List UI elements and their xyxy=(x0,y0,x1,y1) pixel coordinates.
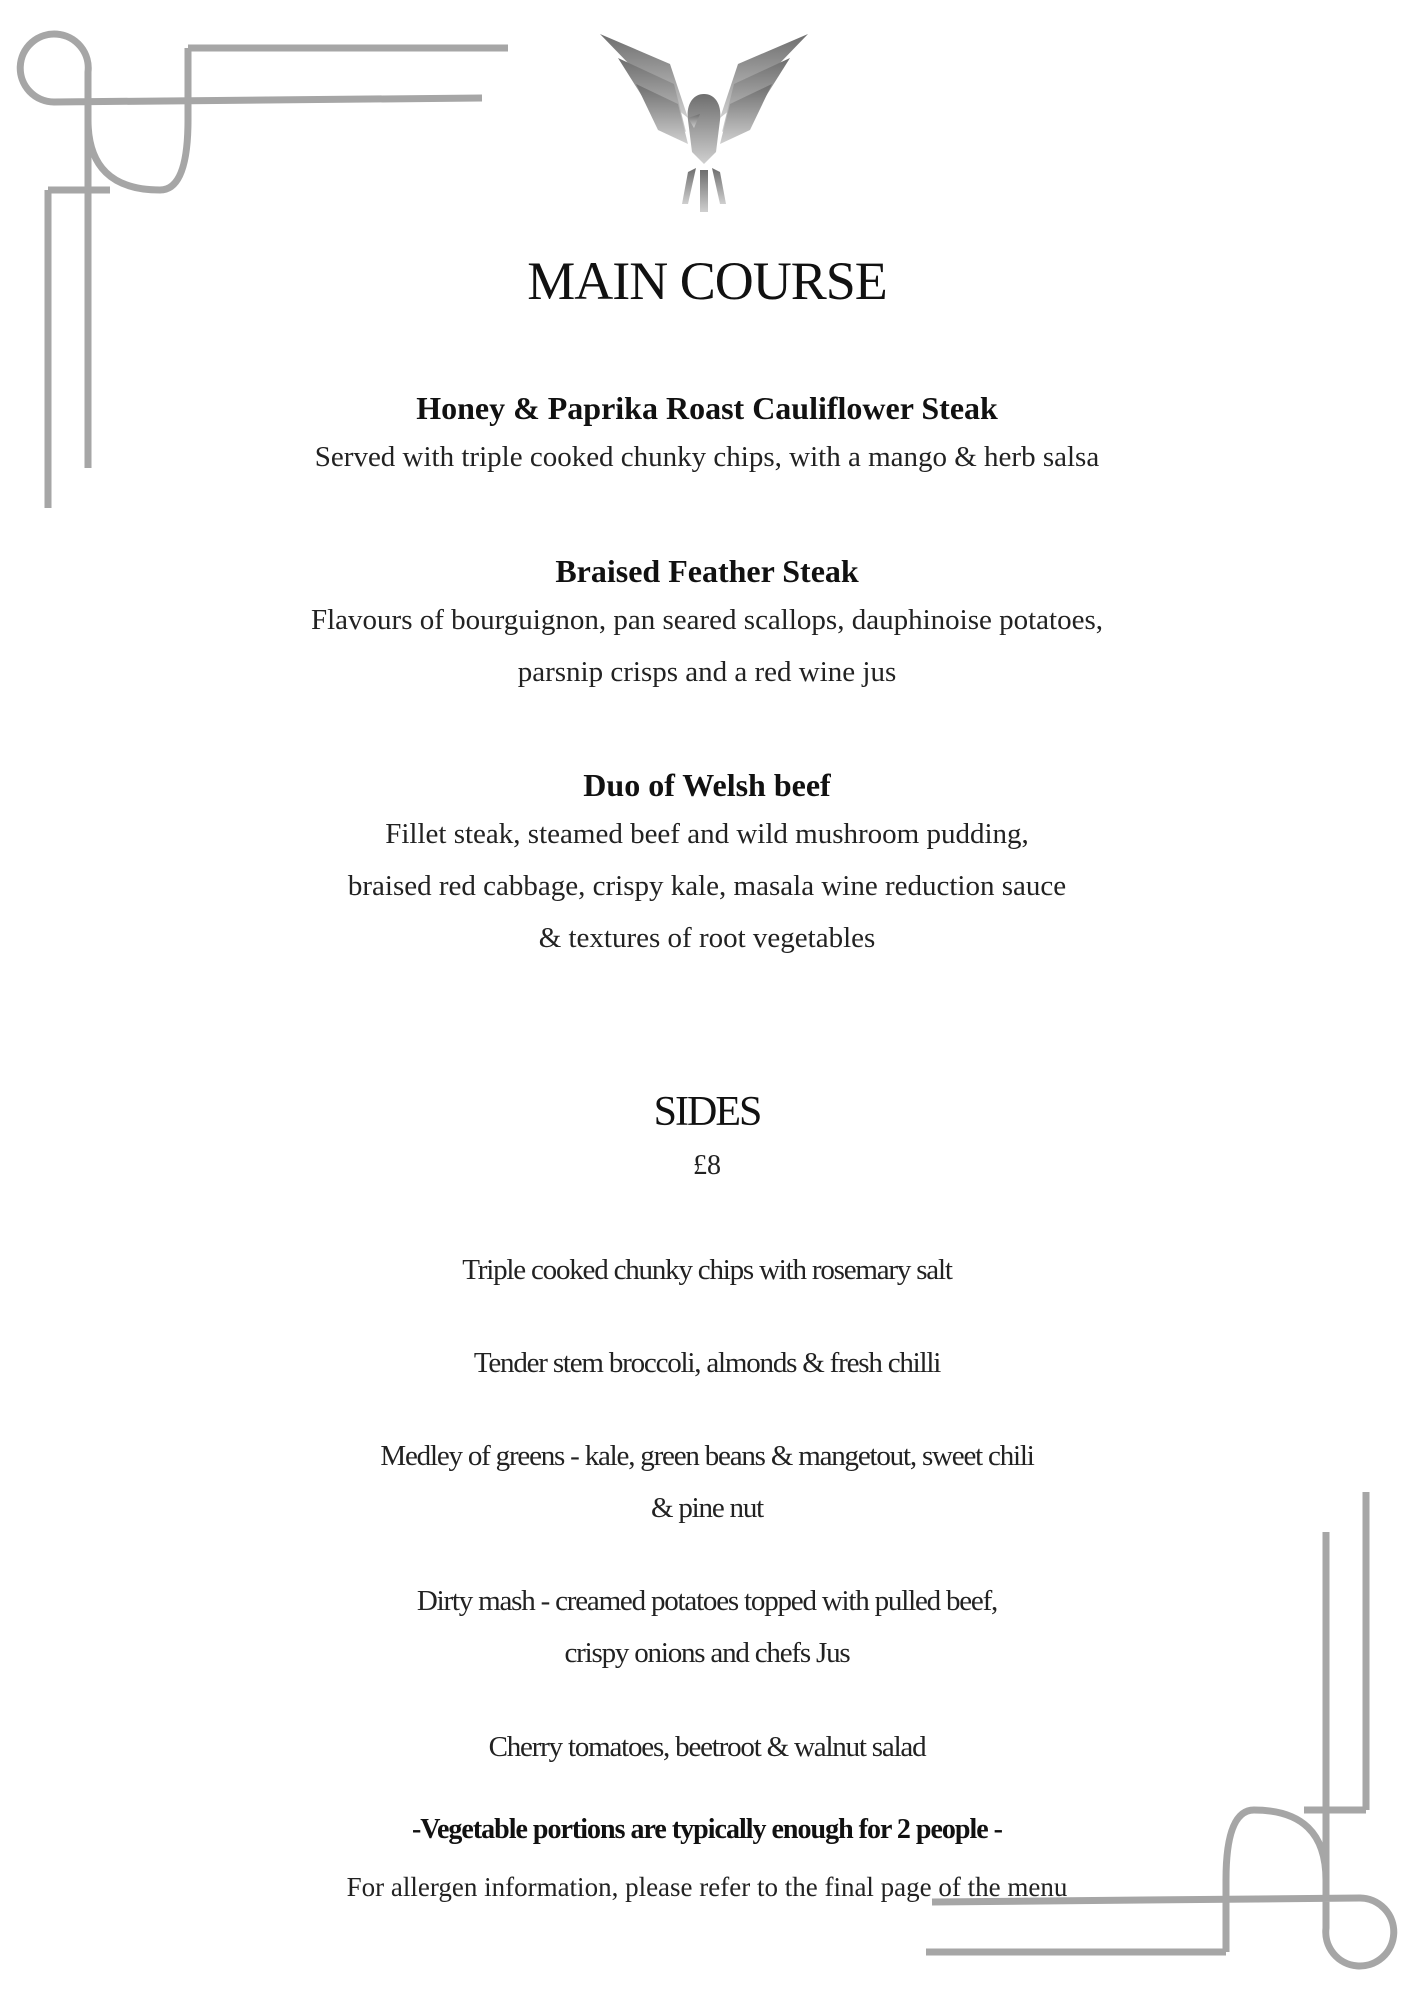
dish-name: Duo of Welsh beef xyxy=(583,767,831,803)
side-item-text: Triple cooked chunky chips with rosemary salt xyxy=(462,1254,952,1286)
side-item xyxy=(0,1244,1414,1296)
dish-description: & textures of root vegetables xyxy=(538,922,876,954)
sides-price: £8 xyxy=(693,1150,721,1181)
main-course-title: MAIN COURSE xyxy=(527,251,887,311)
side-item-text: Tender stem broccoli, almonds & fresh chilli xyxy=(473,1347,941,1379)
portion-note: -Vegetable portions are typically enough for 2 people - xyxy=(411,1814,1002,1845)
side-item xyxy=(0,1575,1414,1679)
side-item xyxy=(0,1721,1414,1773)
dish-block xyxy=(0,767,1414,964)
dish-description: parsnip crisps and a red wine jus xyxy=(517,656,897,688)
dish-name: Braised Feather Steak xyxy=(555,553,859,589)
dish-description: Served with triple cooked chunky chips, with a mango & herb salsa xyxy=(314,441,1100,473)
allergen-note: For allergen information, please refer to the final page of the menu xyxy=(346,1872,1068,1902)
dish-block xyxy=(0,553,1414,698)
side-item xyxy=(0,1337,1414,1389)
side-item-text: & pine nut xyxy=(650,1492,764,1524)
eagle-logo-icon xyxy=(596,28,812,212)
side-item xyxy=(0,1430,1414,1534)
dish-description: Fillet steak, steamed beef and wild mushroom pudding, xyxy=(385,818,1029,850)
sides-title: SIDES xyxy=(653,1089,761,1135)
dish-name: Honey & Paprika Roast Cauliflower Steak xyxy=(416,390,998,426)
side-item-text: crispy onions and chefs Jus xyxy=(564,1637,850,1669)
side-item-text: Cherry tomatoes, beetroot & walnut salad xyxy=(488,1731,926,1763)
side-item-text: Medley of greens - kale, green beans & mangetout, sweet chili xyxy=(380,1440,1034,1472)
side-item-text: Dirty mash - creamed potatoes topped with pulled beef, xyxy=(416,1585,998,1617)
dish-block xyxy=(0,390,1414,483)
dish-description: Flavours of bourguignon, pan seared scallops, dauphinoise potatoes, xyxy=(311,604,1103,636)
dish-description: braised red cabbage, crispy kale, masala wine reduction sauce xyxy=(347,870,1067,902)
